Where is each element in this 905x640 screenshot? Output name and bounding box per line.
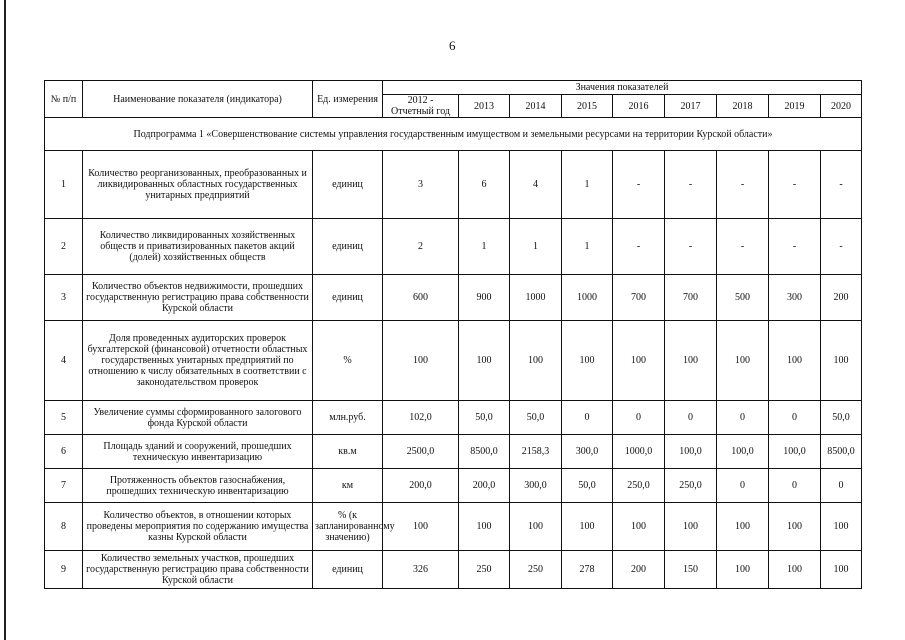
header-unit: Ед. измерения [313, 81, 383, 118]
value-cell: 278 [562, 551, 613, 589]
table-row [45, 321, 862, 401]
table-row [45, 275, 862, 321]
row-number-cell: 9 [45, 551, 83, 589]
value-cell: 1 [459, 219, 510, 275]
value-cell: 0 [769, 469, 821, 503]
unit-cell: единиц [313, 551, 383, 589]
value-cell: 100 [510, 321, 562, 401]
value-cell: 1000 [562, 275, 613, 321]
unit-cell: % [313, 321, 383, 401]
unit-cell: единиц [313, 219, 383, 275]
value-cell: - [717, 219, 769, 275]
value-cell: - [613, 219, 665, 275]
header-year: 2017 [665, 95, 717, 118]
value-cell: 100 [665, 503, 717, 551]
value-cell: 100,0 [717, 435, 769, 469]
value-cell: 2158,3 [510, 435, 562, 469]
value-cell: 2 [383, 219, 459, 275]
value-cell: 600 [383, 275, 459, 321]
value-cell: 100 [665, 321, 717, 401]
value-cell: - [821, 219, 862, 275]
header-year: 2013 [459, 95, 510, 118]
value-cell: 100 [510, 503, 562, 551]
value-cell: 1 [510, 219, 562, 275]
row-number-cell: 7 [45, 469, 83, 503]
value-cell: 100 [821, 503, 862, 551]
value-cell: 0 [562, 401, 613, 435]
value-cell: 50,0 [510, 401, 562, 435]
row-number-cell: 6 [45, 435, 83, 469]
value-cell: 100 [613, 321, 665, 401]
value-cell: 3 [383, 151, 459, 219]
value-cell: 300,0 [562, 435, 613, 469]
value-cell: 326 [383, 551, 459, 589]
row-number-cell: 1 [45, 151, 83, 219]
unit-cell: единиц [313, 275, 383, 321]
value-cell: 100 [717, 551, 769, 589]
value-cell: - [769, 151, 821, 219]
row-number-cell: 8 [45, 503, 83, 551]
value-cell: 250,0 [613, 469, 665, 503]
value-cell: 100 [821, 551, 862, 589]
value-cell: 300 [769, 275, 821, 321]
value-cell: - [821, 151, 862, 219]
value-cell: 4 [510, 151, 562, 219]
value-cell: 1000,0 [613, 435, 665, 469]
value-cell: - [717, 151, 769, 219]
subprogram-row [45, 118, 862, 151]
table-row [45, 469, 862, 503]
value-cell: 100 [613, 503, 665, 551]
table-row [45, 219, 862, 275]
value-cell: - [665, 151, 717, 219]
header-year: 2018 [717, 95, 769, 118]
value-cell: - [769, 219, 821, 275]
value-cell: 8500,0 [821, 435, 862, 469]
value-cell: 100 [459, 321, 510, 401]
value-cell: 150 [665, 551, 717, 589]
unit-cell: единиц [313, 151, 383, 219]
table-row [45, 503, 862, 551]
header-year: 2015 [562, 95, 613, 118]
value-cell: 2500,0 [383, 435, 459, 469]
value-cell: - [665, 219, 717, 275]
value-cell: 100,0 [665, 435, 717, 469]
value-cell: 200,0 [459, 469, 510, 503]
row-number-cell: 4 [45, 321, 83, 401]
subprogram-title: Подпрограмма 1 «Совершенствование системы управления государственным имуществом и земельными ресурсами на территории Курской области» [45, 118, 862, 151]
unit-cell: км [313, 469, 383, 503]
value-cell: 100 [459, 503, 510, 551]
header-name: Наименование показателя (индикатора) [83, 81, 313, 118]
header-year: 2016 [613, 95, 665, 118]
value-cell: 200 [613, 551, 665, 589]
value-cell: 100 [717, 503, 769, 551]
row-number-cell: 3 [45, 275, 83, 321]
value-cell: 100 [769, 551, 821, 589]
value-cell: 100 [383, 321, 459, 401]
value-cell: 100 [769, 321, 821, 401]
unit-cell: млн.руб. [313, 401, 383, 435]
value-cell: 50,0 [562, 469, 613, 503]
value-cell: 700 [613, 275, 665, 321]
value-cell: 500 [717, 275, 769, 321]
value-cell: 50,0 [821, 401, 862, 435]
value-cell: 100,0 [769, 435, 821, 469]
value-cell: 1 [562, 151, 613, 219]
indicator-name-cell: Доля проведенных аудиторских проверок бухгалтерской (финансовой) отчетности областных государственных унитарных предприятий по отношению к числу обязательных в соответствии с законодательством проверок [83, 321, 313, 401]
header-values-group: Значения показателей [383, 81, 862, 95]
indicators-table [44, 80, 862, 589]
indicator-name-cell: Количество земельных участков, прошедших государственную регистрацию права собственности Курской области [83, 551, 313, 589]
header-year: 2019 [769, 95, 821, 118]
header-num: № п/п [45, 81, 83, 118]
unit-cell: кв.м [313, 435, 383, 469]
header-year: 2014 [510, 95, 562, 118]
table-row [45, 435, 862, 469]
value-cell: 250 [510, 551, 562, 589]
indicator-name-cell: Протяженность объектов газоснабжения, прошедших техническую инвентаризацию [83, 469, 313, 503]
value-cell: 100 [562, 503, 613, 551]
value-cell: 102,0 [383, 401, 459, 435]
indicator-name-cell: Количество объектов, в отношении которых проведены мероприятия по содержанию имущества казны Курской области [83, 503, 313, 551]
value-cell: 900 [459, 275, 510, 321]
value-cell: 100 [821, 321, 862, 401]
row-number-cell: 5 [45, 401, 83, 435]
value-cell: 100 [769, 503, 821, 551]
indicator-name-cell: Увеличение суммы сформированного залогового фонда Курской области [83, 401, 313, 435]
indicator-name-cell: Количество реорганизованных, преобразованных и ликвидированных областных государственных унитарных предприятий [83, 151, 313, 219]
value-cell: 0 [717, 469, 769, 503]
unit-cell: % (к запланированному значению) [313, 503, 383, 551]
value-cell: 50,0 [459, 401, 510, 435]
value-cell: 0 [717, 401, 769, 435]
value-cell: 1000 [510, 275, 562, 321]
value-cell: 100 [383, 503, 459, 551]
value-cell: 1 [562, 219, 613, 275]
value-cell: 100 [717, 321, 769, 401]
value-cell: 0 [613, 401, 665, 435]
table-row [45, 551, 862, 589]
value-cell: 300,0 [510, 469, 562, 503]
value-cell: 250,0 [665, 469, 717, 503]
value-cell: 700 [665, 275, 717, 321]
value-cell: 0 [769, 401, 821, 435]
value-cell: 8500,0 [459, 435, 510, 469]
value-cell: 200,0 [383, 469, 459, 503]
page-number: 6 [449, 38, 456, 53]
value-cell: 0 [821, 469, 862, 503]
value-cell: 0 [665, 401, 717, 435]
header-year: 2020 [821, 95, 862, 118]
table-row [45, 151, 862, 219]
value-cell: 100 [562, 321, 613, 401]
table-row [45, 401, 862, 435]
header-year: 2012 - Отчетный год [383, 95, 459, 118]
left-margin-rule [4, 0, 6, 640]
value-cell: 6 [459, 151, 510, 219]
value-cell: - [613, 151, 665, 219]
indicator-name-cell: Количество объектов недвижимости, прошедших государственную регистрацию права собственности Курской области [83, 275, 313, 321]
value-cell: 200 [821, 275, 862, 321]
indicator-name-cell: Количество ликвидированных хозяйственных обществ и приватизированных пакетов акций (долей) хозяйственных обществ [83, 219, 313, 275]
value-cell: 250 [459, 551, 510, 589]
row-number-cell: 2 [45, 219, 83, 275]
indicator-name-cell: Площадь зданий и сооружений, прошедших техническую инвентаризацию [83, 435, 313, 469]
